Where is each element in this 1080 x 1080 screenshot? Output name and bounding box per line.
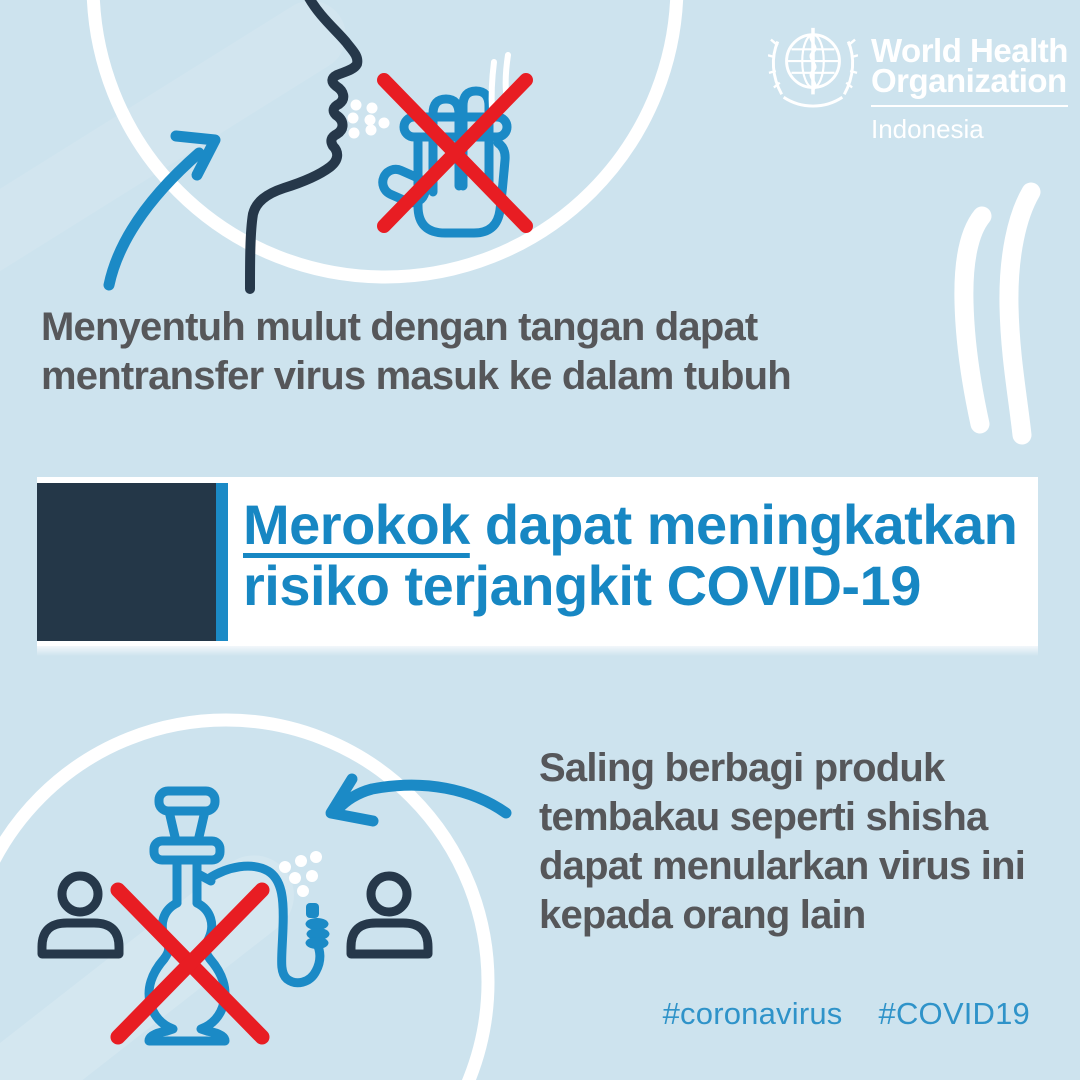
person-icon-right: [351, 876, 428, 954]
bottom-caption-line2: tembakau seperti shisha: [539, 795, 988, 839]
who-emblem-icon: [768, 20, 858, 110]
headline-line2: risiko terjangkit COVID-19: [243, 554, 921, 617]
person-icon-left: [42, 876, 119, 954]
who-wordmark: [871, 20, 1068, 145]
bubbles-icon: [279, 851, 322, 897]
banner-dark-block: [37, 483, 216, 641]
headline-line1: [243, 494, 1017, 555]
droplets-icon: [348, 100, 390, 139]
prohibition-cross-icon: [118, 890, 262, 1037]
hashtag-covid19: #COVID19: [878, 996, 1030, 1031]
who-logo: [768, 20, 1068, 145]
bottom-caption-line3: dapat menularkan virus ini: [539, 844, 1026, 888]
headline: [243, 494, 1017, 616]
bottom-caption-line1: Saling berbagi produk: [539, 746, 945, 790]
headline-highlight: Merokok: [243, 493, 470, 556]
who-org-name-line2: Organization: [871, 62, 1067, 99]
top-caption-line2: mentransfer virus masuk ke dalam tubuh: [41, 354, 791, 398]
bottom-caption: [539, 744, 1025, 940]
who-org-name-line1: World Health: [871, 32, 1068, 69]
who-country-label: Indonesia: [871, 114, 984, 144]
banner-shadow: [37, 646, 1038, 656]
top-caption-line1: Menyentuh mulut dengan tangan dapat: [41, 305, 758, 349]
headline-line1-rest: dapat meningkatkan: [469, 493, 1018, 556]
banner-accent-stripe: [216, 483, 228, 641]
bottom-caption-line4: kepada orang lain: [539, 893, 866, 937]
smoke-wisps-icon: [964, 192, 1031, 435]
hashtags: [663, 996, 1030, 1032]
top-caption: [41, 303, 791, 401]
who-divider: [871, 105, 1068, 107]
hashtag-coronavirus: #coronavirus: [662, 996, 843, 1031]
